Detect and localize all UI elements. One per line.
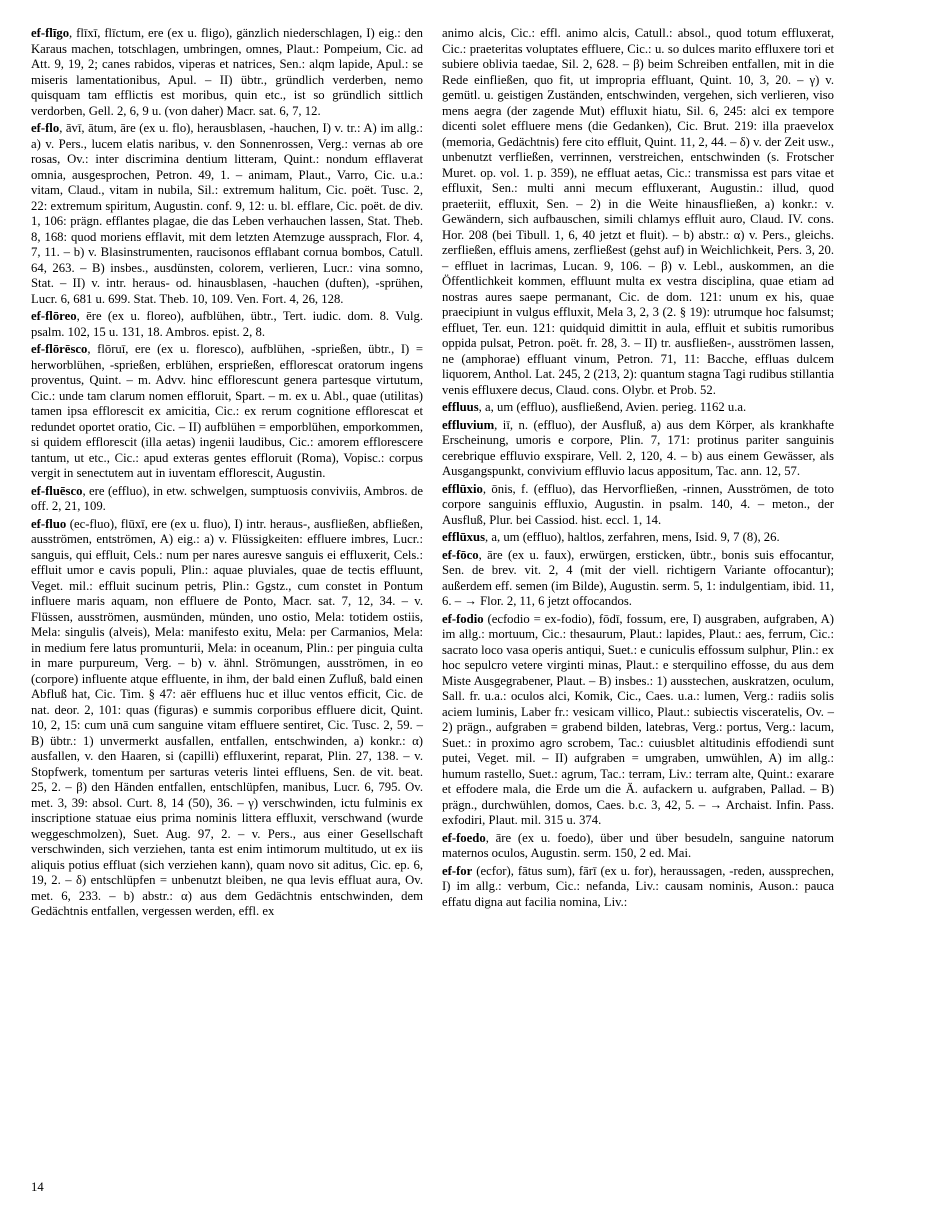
dictionary-entry [442, 612, 834, 829]
dictionary-entry [31, 484, 423, 515]
entry-text: (ecfodio = ex-fodio), fōdī, fossum, ere, I) ausgraben, aufgraben, A) im allg.: mortuum, Cic.: thesaurum, Plaut.: lapides, Plaut.: aes, ferrum, Cic.: sacrato loco vasa operis antiqui, Suet.: e cuniculis effossum sulphur, Plin.: ex hoc sepulcro vetere virginti minas, Plaut.: e sterquilino effosse, du aus dem Miste Ausgegrabener, Plaut. – B) insbes.: 1) ausstechen, auskratzen, oculum, Sall. fr. u.a.: oculos alci, Komik, Cic., Caes. u.a.: lumen, Verg.: radiis solis aciem luminis, Laber fr.: vesicam villico, Plaut.: subiectis visceratelis, Ov. – 2) prägn., aufgraben = grabend bilden, latebras, Verg.: portus, Verg.: lacum, Suet.: in proximo agro scrobem, Tac.: cuiusblet altitudinis effodiendi sunt putei, Veget. mil. – II) aufgraben = umgraben, umwühlen, A) im allg.: humum rastello, Suet.: agrum, Tac.: terram, Liv.: terram alte, Quint.: exarare et effodere mala, die Erde um die Ä. aufackern u. aufgraben, Pallad. – B) prägn., durchwühlen, domos, Caes. b.c. 3, 42, 5. – → Archaist. Infin. Pass. exfodiri, Plaut. mil. 315 u. 374. [442, 611, 834, 827]
entry-text: (ec-fluo), flūxī, ere (ex u. fluo), I) intr. heraus-, ausfließen, abfließen, ausströmen, entströmen, A) eig.: a) v. Flüssigkeiten: effluere imbres, Lucr.: sanguis, qui effluit, Cels.: num per nares auresve sanguis ei effluxerit, Cels.: effluit umor e cavis populi, Plin.: aquae pluviales, quae de tectis effluunt, Veget. mil.: effluit sucinum petris, Plin.: Ggstz., cum constet in Pontum influere maris aquam, non effluere de Ponto, Macr. sat. 7, 12, 34. – v. Flüssen, ausströmen, ausmünden, münden, uno ostio, Mela: totidem ostiis, Mela: singulis (alveis), Mela: manifesto exitu, Mela: per Carmanios, Mela: in medium fere latus promunturii, Mela: in oceanum, Plin.: per pinguia culta in mare purpureum, Verg. – b) v. ähnl. Strömungen, ausströmen, in eo (corpore) influente atque effluente, in ihm, der bald einen Zufluß, bald einen Abfluß hat, Cic. Tim. § 47: aër effluens huc et illuc ventos efficit, Cic. de nat. deor. 2, 101: quas (figuras) e summis corporibus effluere dicit, Quint. 10, 2, 15: cum unā cum sanguine vitam effluere sentiret, Cic. Tusc. 2, 59. – B) übtr.: 1) unvermerkt ausfallen, entfallen, entschwinden, a) konkr.: α) ausfallen, v. den Haaren, si (capilli) effluxerint, reparat, Plin. 27, 138. – v. Stopfwerk, tomentum per sarturas veteris lintei effluens, Sen. de vit. beat. 25, 2. – β) den Händen entfallen, entschlüpfen, manibus, Lucr. 6, 795. Ov. met. 3, 39: absol. Curt. 8, 14 (50), 36. – γ) verschwinden, ictu fulminis ex inscriptione statuae eius prima nominis littera effluxit, verschwand (wurde weggeschmolzen), Suet. Aug. 97, 2. – v. Pers., aus einer Gesellschaft verschwinden, sich verziehen, tanta est enim intimorum multitudo, ut ex iis aliquis potius effluat (sich verziehen kann), quam novo sit aditus, Cic. ep. 6, 19, 2. – δ) entschlüpfen = unbenutzt bleiben, ne qua levis effluat aura, Ov. met. 6, 233. – b) abstr.: α) aus dem Gedächtnis entschwinden, dem Gedächtnis entfallen, vergessen werden, effl. ex [31, 516, 423, 918]
entry-text: animo alcis, Cic.: effl. animo alcis, Catull.: absol., quod totum effluxerat, Cic.: praeteritas voluptates effluere, Cic.: u. so dulces marito effluxere tori et subiere oblivia taedae, Sil. 2, 628. – β) beim Schreiben entfallen, mit in die Rede einfließen, quo fit, ut impropria effluant, Quint. 10, 3, 20. – γ) v. gemütl. u. geistigen Zuständen, entschwinden, vergehen, sich verlieren, viso mens aegra (der zagende Mut) effluxit hiatu, Sil. 6, 245: alci ex tempore dicenti solet effluere mens (die Gedanken), Cic. Brut. 219: illa praevelox (memoria, Gedächtnis) fere cito effluit, Quint. 11, 2, 44. – δ) v. der Zeit usw., unbenutzt verfließen, verrinnen, verstreichen, entschwinden (s. Frotscher Muret. op. vol. 1. p. 359), ne effluat aetas, Cic.: transmissa est pars vitae et effluxit, Sen.: multi anni mecum effluxerant, Augustin.: illud, quod praeteriit, effluxit, Sen. – 2) in die Weite hinausfließen, a) konkr.: v. Gewändern, sich aufbauschen, simili chlamys effluit auro, Claud. IV. cons. Hor. 208 (bei Tibull. 1, 6, 40 jetzt et fluit). – b) abstr.: α) v. Pers., gleichs. zerfließen, effluis amens, zerfließest (gehst auf) in Weichlichkeit, Pers. 3, 20. – effluet in lacrimas, Lucan. 9, 106. – β) v. Lebl., auskommen, an die Öffentlichkeit kommen, effluunt multa ex vestra disciplina, quae etiam ad nostras aures saepe permanant, Cic. de dom. 121: unum ex his, quae praecipiunt in vulgus effluxit, Mela 3, 2, 3 (2. § 19): utrumque hoc falsumst; effluet, Ter. eun. 121: quidquid dimittit in aula, effluit et subitis rumoribus oppida pulsat, Petron. poët. fr. 28, 3. – II) tr. ausfließen-, ausströmen lassen, ne (amphorae) effluant vinum, Petron. 71, 11: Bacche, effluas dulcem liquorem, Anthol. Lat. 245, 2 (213, 2): quantum stagna Tagi rudibus stillantia venis effluxere decus, Claud. cons. Olybr. et Prob. 52. [442, 26, 834, 397]
entry-headword: ef-fodio [442, 611, 484, 626]
dictionary-entry [31, 26, 423, 119]
entry-headword: efflūxio [442, 481, 483, 496]
dictionary-entry [31, 309, 423, 340]
left-column [31, 26, 423, 922]
entry-text: (ecfor), fātus sum), fārī (ex u. for), heraussagen, -reden, aussprechen, I) im allg.: verbum, Cic.: nefanda, Liv.: causam nominis, Auson.: pauca effatu digna aut facilia nomina, Liv.: [442, 863, 834, 909]
entry-headword: ef-foedo [442, 830, 486, 845]
entry-headword: efflūxus [442, 530, 485, 544]
entry-headword: ef-fluēsco [31, 483, 83, 498]
dictionary-entry [442, 831, 834, 862]
dictionary-entry [31, 121, 423, 307]
entry-headword: ef-flo [31, 121, 60, 135]
entry-text: , a, um (effluo), ausfließend, Avien. perieg. 1162 u.a. [478, 400, 747, 414]
dictionary-entry [31, 517, 423, 920]
entry-text: , flīxī, flīctum, ere (ex u. fligo), gänzlich niederschlagen, I) eig.: den Karaus machen, totschlagen, umbringen, omnes, Plaut.: Pompeium, Cic. ad Att. 9, 19, 2; canes rabidos, viperas et natrices, Sen.: alqm lapide, Apul.: se miseris lamentationibus, Apul. – II) übtr., gründlich verderben, nemo quisquam tam efflictis est moribus, quin etc., ist so gründlich sittlich verdorben, Gell. 2, 6, 9 u. (von daher) Macr. sat. 6, 7, 12. [31, 26, 423, 118]
entry-headword: ef-flīgo [31, 26, 70, 40]
dictionary-entry [442, 482, 834, 529]
entry-headword: effluus [442, 400, 479, 414]
entry-text: , āre (ex u. foedo), über und über besudeln, sanguine natorum maternos oculos, Augustin. serm. 150, 2 ed. Mai. [442, 830, 834, 860]
entry-headword: ef-flōrēsco [31, 342, 88, 356]
dictionary-entry [442, 400, 834, 416]
entry-text: , iī, n. (effluo), der Ausfluß, a) aus dem Körper, als krankhafte Erscheinung, umoris e corpore, Plin. 7, 171: protinus pariter sanguinis cerebrique effluvio exspirare, Vell. 2, 120, 4. – b) aus einem Gewässer, als Ausgangspunkt, convivium effluvio lacus appositum, Tac. ann. 12, 57. [442, 417, 834, 478]
entry-headword: ef-flōreo [31, 309, 77, 323]
entry-text: , ōnis, f. (effluo), das Hervorfließen, -rinnen, Ausströmen, de toto corpore sanguinis effluxio, Augustin. in psalm. 140, 4. – meton., der Ausfluß, Plur. bei Cassiod. hist. eccl. 1, 14. [442, 481, 834, 527]
right-column [442, 26, 834, 912]
entry-text: , flōruī, ere (ex u. floresco), aufblühen, -sprießen, übtr., I) = herworblühen, -sprießen, erblühen, ersprießen, efflorescat oratorum ingens proventus, Quint. – m. Advv. hinc efflorescunt genera partesque virtutum, Cic.: unde tam clarum nomen effloruit, Spart. – m. ex u. Abl., quae (utilitas) tamen ipsa efflorescit ex amicitia, Cic.: ex rerum cognitione efflorescat et redundet oportet oratio, Cic. – II) aufblühen = emporblühen, emporkommen, si quidem efflorescit (illa aetas) ingenii laudibus, Cic.: amorem efflorescere tantum, ut etc., Cic.: apud exteras gentes effloruit (Roma), Vopisc.: corpus vergit in senectutem aut in iuventam efflorescit, Augustin. [31, 342, 423, 480]
entry-text: , ēre (ex u. floreo), aufblühen, übtr., Tert. iudic. dom. 8. Vulg. psalm. 102, 15 u. 131, 18. Ambros. epist. 2, 8. [31, 309, 423, 339]
dictionary-entry [442, 418, 834, 480]
page-number: 14 [31, 1180, 44, 1194]
dictionary-entry [442, 864, 834, 911]
entry-text: , a, um (effluo), haltlos, zerfahren, mens, Isid. 9, 7 (8), 26. [485, 530, 780, 544]
dictionary-entry [31, 342, 423, 482]
entry-text: , āvī, ātum, āre (ex u. flo), herausblasen, -hauchen, I) v. tr.: A) im allg.: a) v. Pers., lucem elatis naribus, v. den Sonnenrossen, Verg.: vernas ab ore rosas, Ov.: inter discrimina dentium litteram, Quint.: nondum efflaverat omnia, ausgesprochen, Petron. 49, 1. – animam, Plaut., Varro, Cic. u.a.: vitam, Claud., vitam in nubila, Sil.: extremum halitum, Cic. poët. Tusc. 2, 22: extremum spiritum, Augustin. conf. 9, 12: u. bl. efflare, Cic. poët. de div. 1, 106: prägn. efflantes plagae, die das Leben verhauchen lassen, Stat. Theb. 8, 168: quod moriens efflavit, mit dem letzten Atemzuge aussprach, Flor. 4, 7, 11. – b) v. Blasinstrumenten, raucisonos efflabant cornua bombos, Catull. 64, 263. – B) insbes., ausdünsten, colorem, verlieren, Lucr.: vina somno, Stat. – II) v. intr. heraus- od. hinausblasen, -hauchen (duften), -sprühen, Lucr. 6, 681 u. 699. Stat. Theb. 10, 109. Ven. Fort. 4, 26, 128. [31, 121, 423, 306]
entry-text: , ere (effluo), in etw. schwelgen, sumptuosis conviviis, Ambros. de off. 2, 21, 109. [31, 483, 423, 513]
entry-headword: ef-for [442, 863, 473, 878]
dictionary-entry [442, 530, 834, 546]
entry-headword: ef-fluo [31, 516, 67, 531]
dictionary-entry [442, 548, 834, 610]
dictionary-entry-continuation [442, 26, 834, 398]
entry-headword: effluvium [442, 417, 495, 432]
entry-headword: ef-fōco [442, 547, 479, 562]
entry-text: , āre (ex u. faux), erwürgen, ersticken, übtr., bonis suis effocantur, Sen. de brev. vit. 2, 4 (mit der viell. richtigern Variante offocantur); außerdem eff. semen (im Bilde), Augustin. serm. 5, 1: indulgentiam, ibid. 11, 6. – → Flor. 2, 11, 6 jetzt offocandos. [442, 547, 834, 608]
